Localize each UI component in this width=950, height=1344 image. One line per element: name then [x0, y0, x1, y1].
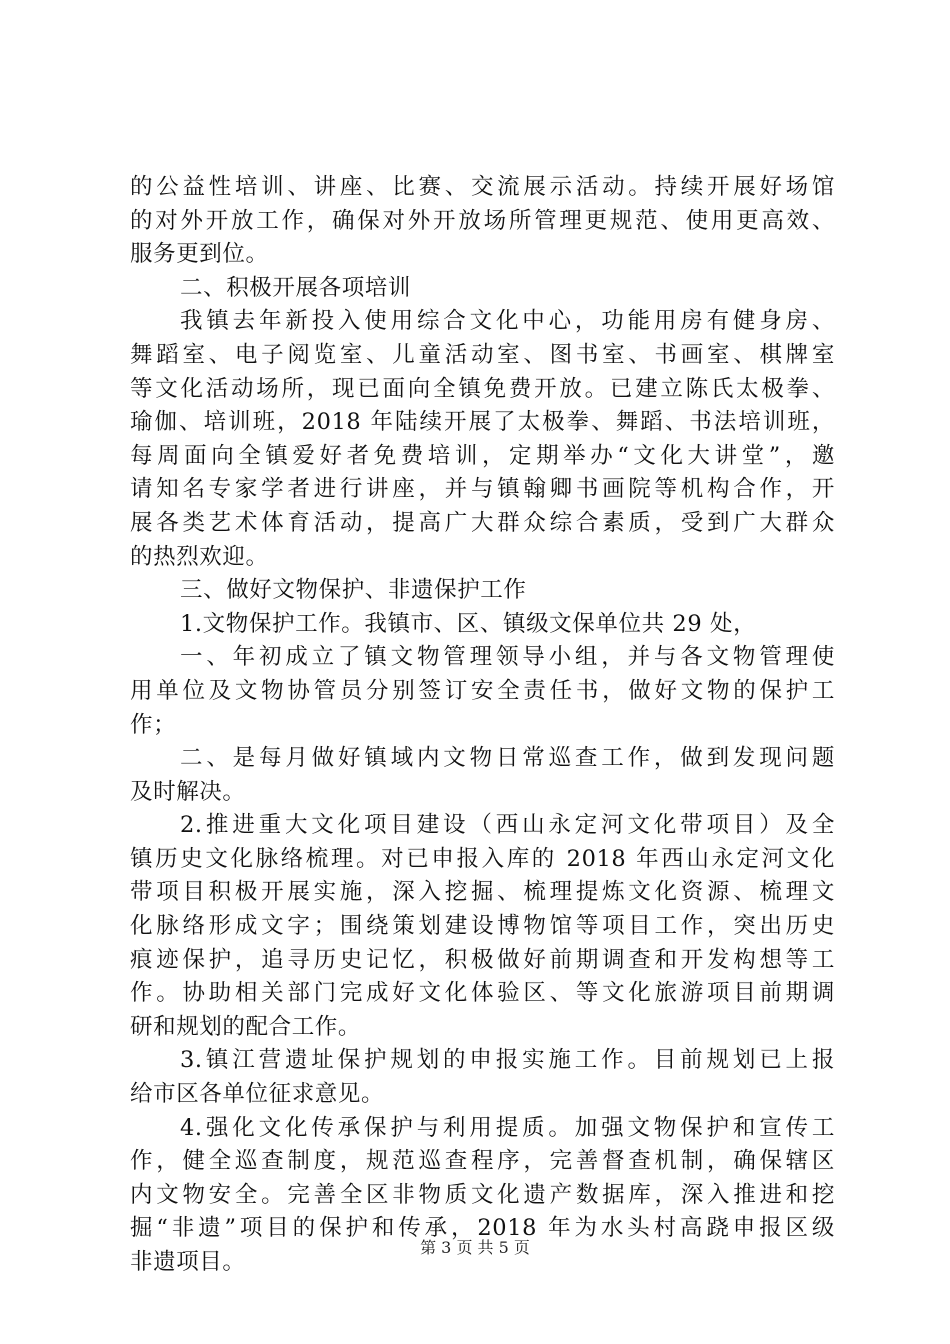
text-line: 的公益性培训、讲座、比赛、交流展示活动。持续开展好场馆	[130, 174, 835, 200]
text-line: 请知名专家学者进行讲座，并与镇翰卿书画院等机构合作，开	[130, 476, 835, 503]
text-line: 展各类艺术体育活动，提高广大群众综合素质，受到广大群众	[130, 509, 835, 536]
text-line: 舞蹈室、电子阅览室、儿童活动室、图书室、书画室、棋牌室	[130, 341, 835, 368]
section-heading: 二、积极开展各项培训	[180, 274, 412, 301]
text-line: 掘“非遗”项目的保护和传承，2018 年为水头村高跷申报区级	[130, 1215, 835, 1242]
page-number-footer: 第 3 页 共 5 页	[420, 1238, 530, 1257]
text-line: 3.镇江营遗址保护规划的申报实施工作。目前规划已上报	[180, 1047, 835, 1074]
text-line: 瑜伽、培训班，2018 年陆续开展了太极拳、舞蹈、书法培训班，	[130, 409, 835, 436]
text-line: 作；	[130, 711, 177, 738]
text-line: 的对外开放工作，确保对外开放场所管理更规范、使用更高效、	[130, 207, 835, 234]
text-line: 研和规划的配合工作。	[130, 1013, 362, 1040]
text-line: 痕迹保护，追寻历史记忆，积极做好前期调查和开发构想等工	[130, 946, 835, 973]
text-line: 2.推进重大文化项目建设（西山永定河文化带项目）及全	[180, 812, 835, 839]
text-line: 每周面向全镇爱好者免费培训，定期举办“文化大讲堂”，邀	[130, 442, 835, 469]
text-line: 1.文物保护工作。我镇市、区、镇级文保单位共 29 处，	[180, 610, 757, 637]
text-line: 服务更到位。	[130, 241, 269, 268]
text-line: 一、年初成立了镇文物管理领导小组，并与各文物管理使	[180, 644, 835, 671]
text-line: 带项目积极开展实施，深入挖掘、梳理提炼文化资源、梳理文	[130, 879, 835, 906]
text-line: 二、是每月做好镇域内文物日常巡查工作，做到发现问题	[180, 745, 835, 772]
text-line: 给市区各单位征求意见。	[130, 1081, 385, 1108]
text-line: 的热烈欢迎。	[130, 543, 269, 570]
text-line: 化脉络形成文字；围绕策划建设博物馆等项目工作，突出历史	[130, 913, 835, 940]
text-line: 我镇去年新投入使用综合文化中心，功能用房有健身房、	[180, 308, 835, 335]
text-line: 作，健全巡查制度，规范巡查程序，完善督查机制，确保辖区	[130, 1148, 835, 1175]
text-line: 镇历史文化脉络梳理。对已申报入库的 2018 年西山永定河文化	[130, 845, 835, 872]
section-heading: 三、做好文物保护、非遗保护工作	[180, 577, 527, 604]
text-line: 及时解决。	[130, 778, 246, 805]
text-line: 内文物安全。完善全区非物质文化遗产数据库，深入推进和挖	[130, 1181, 835, 1208]
text-line: 作。协助相关部门完成好文化体验区、等文化旅游项目前期调	[130, 980, 835, 1007]
text-line: 非遗项目。	[130, 1249, 246, 1275]
text-line: 4.强化文化传承保护与利用提质。加强文物保护和宣传工	[180, 1114, 835, 1141]
text-line: 用单位及文物协管员分别签订安全责任书，做好文物的保护工	[130, 677, 835, 704]
text-line: 等文化活动场所，现已面向全镇免费开放。已建立陈氏太极拳、	[130, 375, 835, 402]
document-body	[130, 171, 835, 1280]
